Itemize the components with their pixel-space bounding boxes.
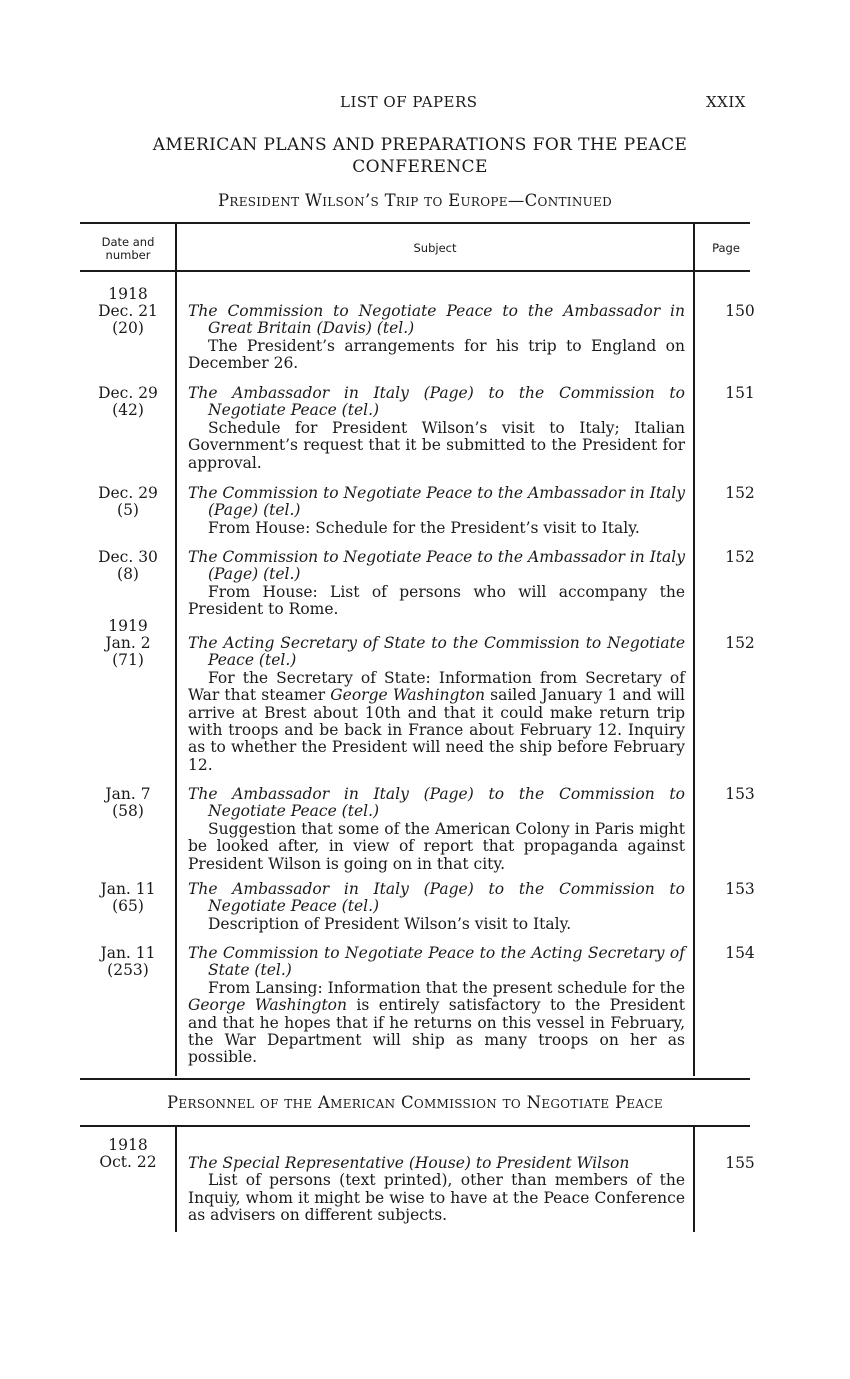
entry-date: Dec. 29 (98, 384, 158, 402)
entry-date-cell (80, 786, 176, 820)
entry-description-text: is entirely satisfactory to the President and that he hopes that if he returns on this vessel in February, the War Department will ship as many troops on her as possible. (188, 996, 685, 1067)
column-header-date: Date and number (101, 235, 155, 262)
entry-title: The Commission to Negotiate Peace to the Acting Secretary of State (tel.) (188, 944, 685, 980)
ship-name: George Washington (330, 686, 485, 705)
section-heading-personnel: Personnel of the American Commission to Negotiate Peace (167, 1093, 663, 1112)
table-header-rule (80, 270, 750, 272)
entry-description: From House: List of persons who will accompany the President to Rome. (188, 582, 685, 619)
entry-title: The Acting Secretary of State to the Commission to Negotiate Peace (tel.) (188, 634, 685, 670)
entry-subject (188, 303, 685, 373)
entry-number: (65) (112, 897, 144, 915)
entry-description-text: From Lansing: Information that the present schedule for the (208, 978, 685, 997)
entry-subject (188, 385, 685, 472)
entry-description-text: For the Secretary of State: Information from Secretary of War that steamer (188, 668, 685, 705)
entry-page: 153 (725, 880, 755, 898)
entry-title: The Commission to Negotiate Peace to the Ambassador in Italy (Page) (tel.) (188, 484, 685, 520)
entry-year: 1919 (108, 617, 148, 635)
entry-description: From House: Schedule for the President’s visit to Italy. (208, 518, 640, 537)
entry-title: The Commission to Negotiate Peace to the Ambassador in Great Britain (Davis) (tel.) (188, 302, 685, 338)
entry-date-cell (80, 485, 176, 519)
entry-number: (253) (107, 961, 149, 979)
table2-divider-right (693, 1127, 695, 1232)
entry-date-cell (80, 881, 176, 915)
entry-date-cell (80, 286, 176, 337)
entry-date-cell (80, 945, 176, 979)
entry-title: The Ambassador in Italy (Page) to the Commission to Negotiate Peace (tel.) (188, 880, 685, 916)
entry-subject (188, 881, 685, 933)
entry-date-cell (80, 549, 176, 583)
entry-number: (8) (117, 565, 139, 583)
entry-subject (188, 945, 685, 1067)
entry-date: Dec. 30 (98, 548, 158, 566)
entry-page: 153 (725, 785, 755, 803)
entry-date: Dec. 21 (98, 302, 158, 320)
entry-date-cell (80, 385, 176, 419)
entry-subject (188, 485, 685, 537)
entry-year: 1918 (108, 1136, 148, 1154)
entry-description: The President’s arrangements for his trip to England on December 26. (188, 336, 685, 373)
table-top-rule (80, 222, 750, 224)
document-title: AMERICAN PLANS AND PREPARATIONS FOR THE PEACE CONFERENCE (152, 135, 688, 177)
entry-description-text: sailed January 1 and will arrive at Brest about 10th and that it could make return trip with troops and be back in France about February 12. Inquiry as to whether the President will need the ship before February 12. (188, 686, 685, 774)
running-head (0, 93, 850, 115)
entry-date-cell (80, 1137, 176, 1171)
entry-description (188, 670, 685, 774)
entry-page: 151 (725, 384, 755, 402)
running-title: LIST OF PAPERS (340, 93, 478, 111)
entry-date-cell (80, 618, 176, 669)
entry-page: 152 (725, 484, 755, 502)
entry-page: 152 (725, 548, 755, 566)
entry-subject (188, 635, 685, 774)
entry-date: Oct. 22 (99, 1153, 157, 1171)
page-numeral: XXIX (706, 93, 746, 111)
entry-description: List of persons (text printed), other than members of the Inquiy, whom it might be wise to have at the Peace Conference as advisers on different subjects. (188, 1171, 685, 1225)
entry-date: Jan. 11 (100, 880, 156, 898)
entry-date: Jan. 7 (105, 785, 151, 803)
entry-date: Dec. 29 (98, 484, 158, 502)
entry-number: (71) (112, 651, 144, 669)
entry-page: 154 (725, 944, 755, 962)
entry-number: (5) (117, 501, 139, 519)
entry-title: The Commission to Negotiate Peace to the Ambassador in Italy (Page) (tel.) (188, 548, 685, 584)
entry-subject (188, 1155, 685, 1225)
table2-top-rule (80, 1125, 750, 1127)
entry-page: 152 (725, 634, 755, 652)
entry-subject (188, 549, 685, 619)
entry-page: 150 (725, 302, 755, 320)
ship-name: George Washington (188, 996, 347, 1015)
entry-number: (42) (112, 401, 144, 419)
table-bottom-rule (80, 1078, 750, 1080)
entry-title: The Ambassador in Italy (Page) to the Commission to Negotiate Peace (tel.) (188, 384, 685, 420)
entry-title: The Ambassador in Italy (Page) to the Commission to Negotiate Peace (tel.) (188, 785, 685, 821)
column-divider-right (693, 224, 695, 1076)
column-header-page: Page (712, 241, 740, 255)
entry-number: (58) (112, 802, 144, 820)
entry-description: Description of President Wilson’s visit to Italy. (208, 914, 572, 933)
entry-subject (188, 786, 685, 873)
entry-description (188, 980, 685, 1067)
entry-number: (20) (112, 319, 144, 337)
entry-title: The Special Representative (House) to President Wilson (188, 1154, 630, 1172)
entry-description: Schedule for President Wilson’s visit to Italy; Italian Government’s request that it be submitted to the President for approval. (188, 418, 685, 472)
section-heading-wilson-trip: President Wilson’s Trip to Europe—Continued (217, 191, 613, 210)
entry-year: 1918 (108, 285, 148, 303)
entry-date: Jan. 2 (105, 634, 151, 652)
entry-date: Jan. 11 (100, 944, 156, 962)
column-header-subject: Subject (413, 241, 457, 255)
entry-page: 155 (725, 1154, 755, 1172)
entry-description: Suggestion that some of the American Colony in Paris might be looked after, in view of report that propaganda against President Wilson is going on in that city. (188, 819, 685, 873)
